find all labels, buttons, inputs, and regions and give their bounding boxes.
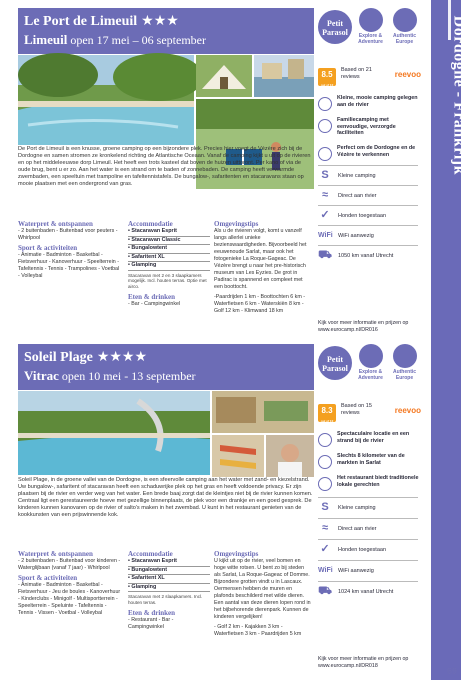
accommodation-item: • Stacaravan Esprit [128, 558, 210, 567]
feature-row: ⛟ 1050 km vanaf Utrecht [318, 249, 394, 261]
feature-row: ⛟ 1024 km vanaf Utrecht [318, 585, 394, 597]
campsite-town: Limeuil [24, 32, 68, 47]
accommodation-item: • Stacaravan Esprit [128, 228, 210, 237]
activities-column [18, 220, 122, 280]
feature-row: ≈ Direct aan rivier [318, 186, 421, 206]
highlight-item: Familiecamping met eenvoudige, verzorgde faciliteiten [318, 116, 421, 142]
explore-badge: Explore & Adventure [354, 8, 387, 45]
campsite-header [18, 344, 314, 390]
surroundings-text: Als u de rivieren volgt, komt u vanzelf langs allerlei unieke bezienswaardigheden. Bijvoorbeeld het eeuwenoude Sarlat, maar ook het fotogenieke La Roque-Gageac. De Vézère brengt u naar het pre-historisch museum van Les Eyzies. De grot in Padirac is spannend en compleet met een boottocht. [214, 228, 307, 290]
authentic-badge: Authentic Europe [388, 344, 421, 381]
river-icon: ≈ [321, 522, 329, 534]
surroundings-column [214, 220, 312, 315]
water-list: - 2 buitenbaden - Buitenbad voor peuters - Whirlpool [18, 228, 118, 241]
chef-photo [266, 435, 314, 477]
campsite-name: Le Port de Limeuil [24, 14, 138, 29]
campsite-intro: De Port de Limeuil is een knusse, groene camping op een bijzondere plek. Precies hier voegt de Vézère zich bij de Dordogne en samen stromen ze kronkelend richting de Atlantische Oceaan. Vanaf de camping kijkt u uit op de rivieren en op het middeleeuwse dorp Limeuil. Het heeft een trots kasteel dat boven de huizen uittoront. Per kano of via de oude brug, bent u er zo. Aan het water is een strand om te baden of zonnebaden. De camping heeft verwarmde zwembaden, een speeltuin met trampoline en tafeltennistafels. De bungalow-, safaritenten en stacaravans staan op mooie plaatsen met een ondergrond van gras. [18, 146, 311, 187]
label-badges [318, 8, 421, 54]
hiker-icon [359, 8, 383, 32]
label-badges [318, 344, 421, 390]
check-icon [318, 455, 332, 469]
castle-icon [393, 8, 417, 32]
accommodation-item: • Bungalowtent [128, 245, 210, 254]
campsite-town: Vitrac [24, 368, 59, 383]
more-info-link[interactable]: Kijk voor meer informatie en prijzen op www.eurocamp.nl/DR018 [318, 656, 409, 669]
accommodation-item: • Safaritent XL [128, 254, 210, 263]
page-number: 69 [446, 666, 457, 676]
dog-icon: ✓ [320, 209, 330, 221]
petit-parasol-badge: Petit Parasol [318, 10, 352, 44]
surroundings-heading: Omgevingstips [214, 220, 259, 228]
surroundings-heading: Omgevingstips [214, 550, 259, 558]
side-tab [431, 0, 467, 680]
campsite-section [18, 344, 421, 674]
campsite-season: open 17 mei – 06 september [70, 33, 206, 47]
accommodation-note: Stacaravan met 2 slaapkamers. Incl. houten terras. [128, 594, 203, 605]
reevoo-logo: reevoo [394, 70, 421, 79]
explore-badge: Explore & Adventure [354, 344, 387, 381]
surroundings-text: U kijkt uit op de rivier, veel bomen en hoge witte rotsen. U bent zo bij steden als Sarlat, La Roque-Gageac of Domme. Bijzondere grotten vindt u in Lascaux. Oermensen hebben de muren en plafonds beschilderd met wilde dieren. Een aantal van deze dieren lopen rond in het bijbehorende dierenpark. Kunnen de kinderen vergelijken! [214, 558, 311, 620]
star-rating: ★★★ [141, 12, 179, 28]
side-tab-label: Dordogne - Frankrijk [450, 15, 467, 175]
water-list: - 2 buitenbaden - Buitenbad voor kinderen - Waterglijbaan (vanaf 7 jaar) - Whirlpool [18, 558, 121, 571]
review-count: Based on 15 reviews [341, 403, 372, 416]
hiker-icon [359, 344, 383, 368]
surroundings-column [214, 550, 312, 638]
accommodation-column [128, 550, 210, 631]
activities-column [18, 550, 122, 617]
dog-icon: ✓ [320, 543, 330, 555]
small-camping-icon: S [321, 169, 329, 181]
review-score: 8.5 out of 10 [318, 68, 336, 86]
distances-text: -Paardrijden 1 km - Boottochten 6 km - Waterfietsen 6 km - Waterskiën 8 km - Golf 12 km - Klimwand 18 km [214, 294, 305, 314]
feature-row: ≈ Direct aan rivier [318, 519, 421, 539]
terrace-photo [212, 391, 314, 433]
info-columns [18, 550, 314, 674]
reevoo-logo: reevoo [394, 406, 421, 415]
tent-photo [196, 55, 252, 97]
accommodation-column [128, 220, 210, 308]
facts-sidebar [314, 400, 421, 670]
campsite-intro: Soleil Plage, in de groene vallei van de Dordogne, is een sfeervolle camping aan het water met zand- en kiezelstrand. Uw bungalow-, safaritent of stacaravan heeft een schaduwrijke plek op het gras en heeft voldoende privacy. Er zijn plaatsen bij de rivier en verder weg van het water. Een brede baaj zorgt dat de kleintjes niet bij de rivier kunnen komen. Centraal ligt een gerestaureerde hoeve met gezellige binnenplaats, de plek voor een drankje en een goed gesprek. De kinderen kunnen kanovaren op de rivier of salto's maken in het zwembad. U kunt in het restaurant genieten van de kookkunsten van een prijswinnende kok. [18, 477, 313, 518]
river-photo [254, 55, 314, 97]
campsite-header [18, 8, 314, 54]
accommodation-heading: Accommodatie [128, 550, 173, 558]
water-heading: Waterpret & ontspannen [18, 220, 93, 228]
accommodation-item: • Glamping [128, 584, 210, 593]
campsite-section [18, 8, 421, 338]
more-info-link[interactable]: Kijk voor meer informatie en prijzen op www.eurocamp.nl/DR016 [318, 320, 409, 333]
highlight-item: Kleine, mooie camping gelegen aan de rivier [318, 94, 421, 114]
sport-list: - Animatie - Badminton - Basketbal - Fietsverhuur - Kanoverhuur - Speelterrein - Tafeltennis - Tennis - Trampolines - Voetbal - Volleybal [18, 252, 120, 279]
food-list: - Restaurant - Bar - Campingwinkel [128, 617, 174, 630]
check-icon [318, 477, 332, 491]
highlight-item: Slechts 8 kilometer van de markten in Sarlat [318, 452, 421, 472]
food-heading: Eten & drinken [128, 609, 176, 617]
sport-list: - Animatie - Badminton - Basketbal - Fietsverhuur - Jeu de boules - Kanoverhuur - Kinderclubs - Minigolf - Multisportterrein - Speelterrein - Speluinte - Tafeltennis - Tennis - Vissen - Voetbal - Volleybal [18, 582, 121, 616]
check-icon [318, 147, 332, 161]
car-icon: ⛟ [318, 585, 332, 597]
accommodation-item: • Stacaravan Classic [128, 237, 210, 246]
accommodation-note: Stacaravan met 2 en 3 slaapkamers mogelijk. Incl. houten terras. Optie met airco. [128, 272, 207, 289]
check-icon [318, 119, 332, 133]
accommodation-item: • Glamping [128, 262, 210, 271]
star-rating: ★★★★ [96, 348, 148, 364]
sport-heading: Sport & activiteiten [18, 574, 78, 582]
distances-text: - Golf 2 km - Kajakken 3 km - Waterfietsen 3 km - Paardrijden 5 km [214, 624, 302, 637]
review-count: Based on 21 reviews [341, 67, 372, 80]
check-icon [318, 97, 332, 111]
wifi-icon: WiFi [318, 567, 333, 574]
check-icon [318, 433, 332, 447]
car-icon: ⛟ [318, 249, 332, 261]
food-heading: Eten & drinken [128, 293, 176, 301]
facts-sidebar [314, 64, 421, 334]
river-icon: ≈ [321, 189, 329, 201]
highlight-item: Spectaculaire locatie en een strand bij de rivier [318, 430, 421, 450]
authentic-badge: Authentic Europe [388, 8, 421, 45]
wifi-icon: WiFi [318, 232, 333, 239]
canoe-photo [212, 435, 264, 477]
food-list: - Bar - Campingwinkel [128, 301, 181, 307]
small-camping-icon: S [321, 501, 329, 513]
review-block [314, 64, 421, 92]
highlight-item: Perfect om de Dordogne en de Vézère te verkennen [318, 144, 421, 164]
petit-parasol-badge: Petit Parasol [318, 346, 352, 380]
sport-heading: Sport & activiteiten [18, 244, 78, 252]
feature-row: ✓ Honden toegestaan [318, 540, 421, 560]
accommodation-item: • Bungalowtent [128, 567, 210, 576]
castle-icon [393, 344, 417, 368]
review-block [314, 400, 421, 428]
accommodation-heading: Accommodatie [128, 220, 173, 228]
highlight-item: Het restaurant biedt traditionele lokale gerechten [318, 474, 421, 494]
water-heading: Waterpret & ontspannen [18, 550, 93, 558]
campsite-season: open 10 mei - 13 september [61, 369, 196, 383]
feature-row: WiFi WiFi aanwezig [318, 232, 374, 239]
feature-row: S Kleine camping [318, 166, 421, 186]
accommodation-item: • Safaritent XL [128, 575, 210, 584]
waterslide-photo [18, 391, 210, 475]
info-columns [18, 220, 314, 338]
feature-row: WiFi WiFi aanwezig [318, 567, 374, 574]
feature-row: ✓ Honden toegestaan [318, 206, 421, 226]
feature-row: S Kleine camping [318, 498, 421, 518]
pool-photo [18, 55, 194, 145]
review-score: 8.3 out of 10 [318, 404, 336, 422]
campsite-name: Soleil Plage [24, 350, 93, 365]
